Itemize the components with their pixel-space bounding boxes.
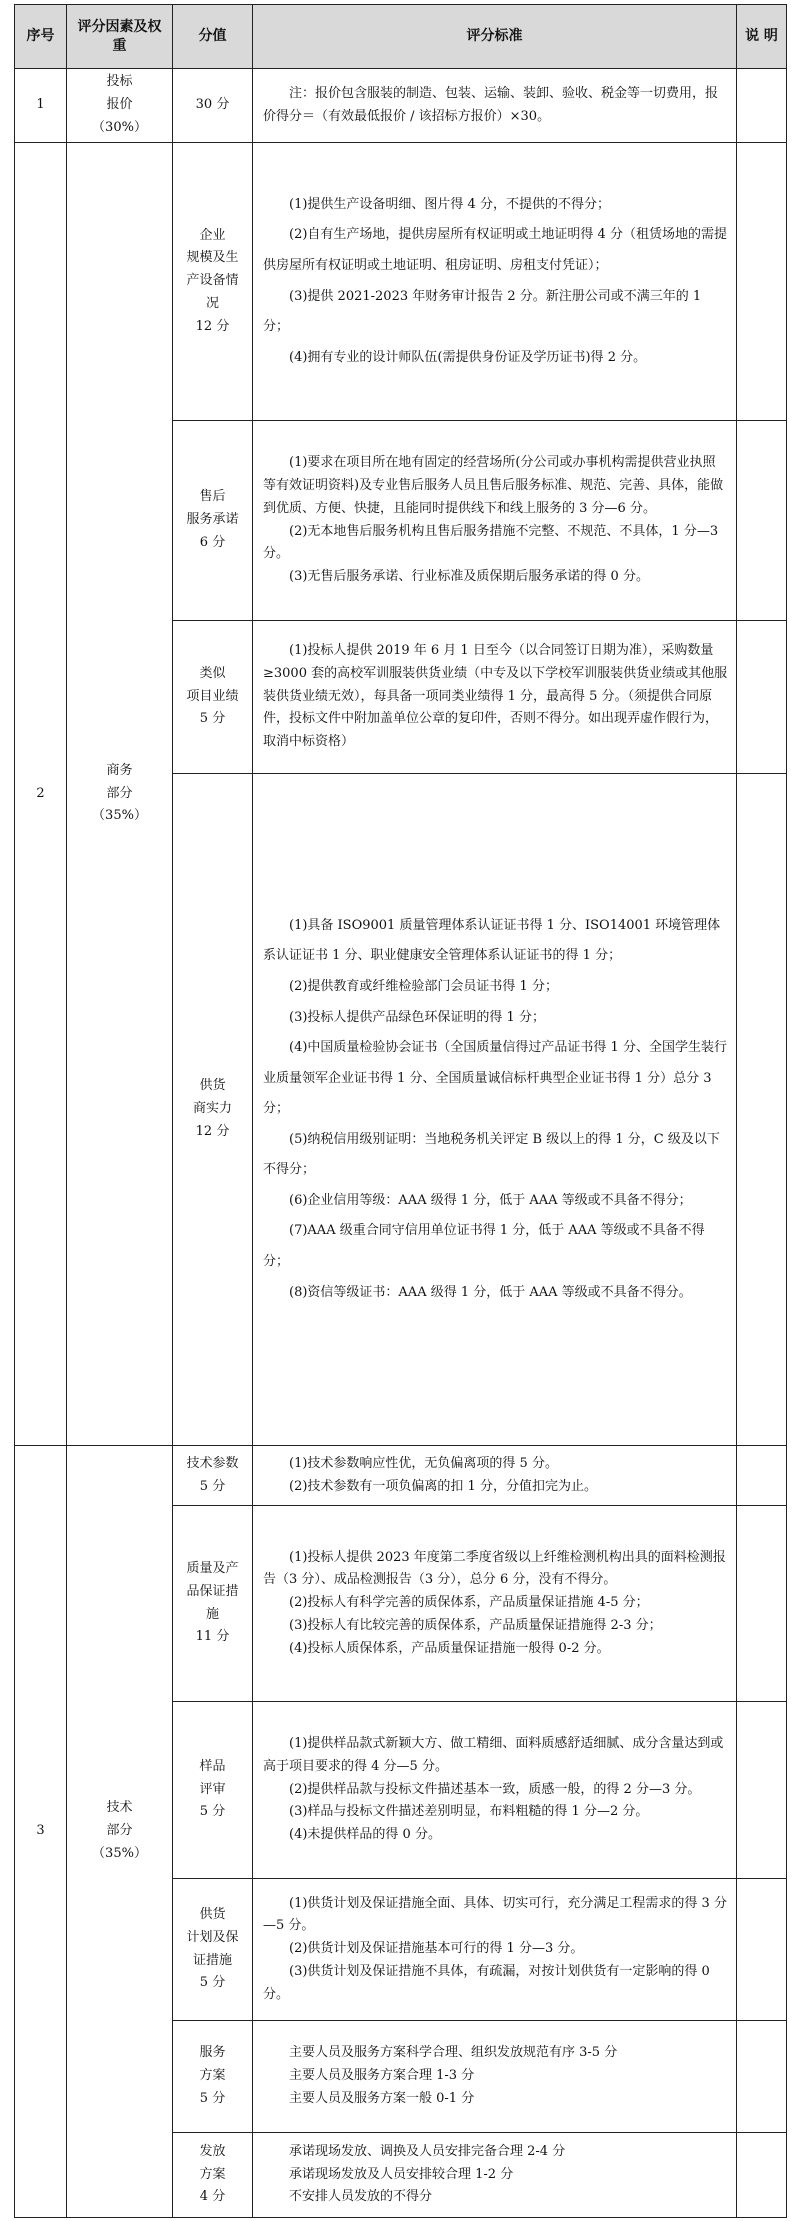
section2-seq: 2 — [15, 143, 67, 1446]
standard-line: (1)提供生产设备明细、图片得 4 分，不提供的不得分； — [289, 196, 610, 212]
item-score-line: 计划及保 — [186, 1929, 239, 1945]
item-score-line: 方案 — [199, 2068, 226, 2084]
item-standard — [253, 2133, 737, 2218]
section2-factor-line: 部分 — [106, 785, 133, 801]
item-score-line: 12 分 — [195, 1123, 230, 1139]
row1-standard — [253, 69, 737, 143]
standard-line: 主要人员及服务方案科学合理、组织发放规范有序 3-5 分 — [289, 2045, 618, 2061]
standard-line: (3)样品与投标文件描述差别明显，布料粗糙的得 1 分—2 分。 — [289, 1804, 649, 1820]
standard-line: (2)投标人有科学完善的质保体系，产品质量保证措施 4-5 分； — [289, 1595, 649, 1611]
item-score — [173, 143, 253, 421]
standard-line: (8)资信等级证书：AAA 级得 1 分，低于 AAA 等级或不具备不得分。 — [289, 1284, 692, 1300]
section2-factor-line: 商务 — [106, 762, 133, 778]
table-header-row — [15, 5, 787, 69]
standard-line: (3)提供 2021-2023 年财务审计报告 2 分。新注册公司或不满三年的 1 分； — [263, 288, 702, 335]
standard-line: (3)无售后服务承诺、行业标准及质保期后服务承诺的得 0 分。 — [289, 569, 649, 584]
header-factor: 评分因素及权重 — [67, 5, 173, 69]
item-score-line: 供货 — [199, 1078, 226, 1094]
standard-line: (4)投标人质保体系，产品质量保证措施一般得 0-2 分。 — [289, 1640, 610, 1656]
item-score-line: 5 分 — [199, 1804, 226, 1820]
item-note — [737, 421, 787, 621]
item-score-line: 证措施 — [192, 1952, 232, 1968]
item-score — [173, 421, 253, 621]
item-score-line: 5 分 — [199, 711, 226, 727]
item-score-line: 发放 — [199, 2143, 226, 2159]
section3-factor — [67, 1446, 173, 2218]
item-score-line: 6 分 — [199, 534, 226, 550]
item-score-line: 5 分 — [199, 1478, 226, 1494]
standard-line: (3)供货计划及保证措施不具体，有疏漏，对按计划供货有一定影响的得 0 分。 — [263, 1963, 710, 2002]
row1-seq: 1 — [15, 69, 67, 143]
section3-seq: 3 — [15, 1446, 67, 2218]
item-standard — [253, 1506, 737, 1702]
item-score-line: 规模及生 — [186, 250, 239, 266]
standard-line: (4)未提供样品的得 0 分。 — [289, 1827, 441, 1843]
standard-line: 不安排人员发放的不得分 — [289, 2189, 433, 2205]
item-score — [173, 1879, 253, 2021]
item-score-line: 类似 — [199, 665, 226, 681]
item-score — [173, 2133, 253, 2218]
item-score — [173, 774, 253, 1446]
standard-line: (2)无本地售后服务机构且售后服务措施不完整、不规范、不具体，1 分—3 分。 — [263, 523, 719, 562]
item-score-line: 12 分 — [195, 318, 230, 334]
section3-factor-line: 技术 — [106, 1800, 133, 1816]
header-note: 说 明 — [737, 5, 787, 69]
item-note — [737, 2133, 787, 2218]
row1-factor-line: 投标 — [106, 74, 133, 90]
item-standard — [253, 1879, 737, 2021]
standard-line: 主要人员及服务方案合理 1-3 分 — [289, 2068, 475, 2084]
item-note — [737, 621, 787, 774]
item-score-line: 5 分 — [199, 1975, 226, 1991]
item-score-line: 企业 — [199, 227, 226, 243]
standard-line: (2)提供教育或纤维检验部门会员证书得 1 分； — [289, 979, 558, 995]
standard-line: (1)供货计划及保证措施全面、具体、切实可行，充分满足工程需求的得 3 分—5 分。 — [263, 1895, 727, 1934]
item-score-line: 项目业绩 — [186, 688, 239, 704]
row1-factor-line: （30%） — [92, 119, 147, 135]
item-score-line: 4 分 — [199, 2189, 226, 2205]
item-score-line: 服务 — [199, 2045, 226, 2061]
header-score: 分值 — [173, 5, 253, 69]
standard-line: (4)拥有专业的设计师队伍(需提供身份证及学历证书)得 2 分。 — [289, 349, 647, 365]
item-score-line: 样品 — [199, 1758, 226, 1774]
standard-line: (7)AAA 级重合同守信用单位证书得 1 分，低于 AAA 等级或不具备不得分； — [263, 1223, 705, 1269]
header-standard: 评分标准 — [253, 5, 737, 69]
row1-note — [737, 69, 787, 143]
section2-factor — [67, 143, 173, 1446]
item-note — [737, 1446, 787, 1506]
standard-line: (1)投标人提供 2023 年度第二季度省级以上纤维检测机构出具的面料检测报告（3 分）、成品检测报告（3 分），总分 6 分，没有不得分。 — [263, 1549, 726, 1588]
item-score-line: 评审 — [199, 1781, 226, 1797]
item-score-line: 5 分 — [199, 2090, 226, 2106]
item-score — [173, 1506, 253, 1702]
standard-line: (1)具备 ISO9001 质量管理体系认证证书得 1 分、ISO14001 环境管理体系认证证书 1 分、职业健康安全管理体系认证证书的得 1 分； — [263, 917, 721, 964]
table-row — [15, 1446, 787, 1506]
item-standard — [253, 2021, 737, 2133]
table-row — [15, 69, 787, 143]
item-score-line: 技术参数 — [186, 1455, 239, 1471]
item-note — [737, 143, 787, 421]
item-score — [173, 621, 253, 774]
item-standard — [253, 774, 737, 1446]
item-standard — [253, 421, 737, 621]
standard-line: (2)自有生产场地，提供房屋所有权证明或土地证明得 4 分（租赁场地的需提供房屋所有权证明或土地证明、租房证明、房租支付凭证）； — [263, 227, 727, 273]
item-score-line: 施 — [205, 1606, 219, 1622]
standard-line: (2)提供样品款与投标文件描述基本一致，质感一般，的得 2 分—3 分。 — [289, 1781, 701, 1797]
item-score-line: 方案 — [199, 2166, 226, 2182]
item-score-line: 供货 — [199, 1907, 226, 1922]
item-score — [173, 1446, 253, 1506]
standard-line: (2)供货计划及保证措施基本可行的得 1 分—3 分。 — [289, 1941, 584, 1957]
item-score-line: 11 分 — [195, 1629, 230, 1645]
item-score — [173, 2021, 253, 2133]
item-standard — [253, 1702, 737, 1879]
item-standard — [253, 621, 737, 774]
row1-factor — [67, 69, 173, 143]
item-score — [173, 1702, 253, 1879]
section3-factor-line: （35%） — [92, 1845, 147, 1861]
standard-line: 注：报价包含服装的制造、包装、运输、装卸、验收、税金等一切费用，报价得分＝（有效最低报价 / 该招标方报价）×30。 — [263, 85, 719, 124]
item-score-line: 售后 — [199, 489, 226, 505]
standard-line: (1)技术参数响应性优，无负偏离项的得 5 分。 — [289, 1455, 558, 1471]
section3-factor-line: 部分 — [106, 1823, 133, 1839]
item-note — [737, 1506, 787, 1702]
standard-line: (2)技术参数有一项负偏离的扣 1 分，分值扣完为止。 — [289, 1478, 597, 1494]
standard-line: (4)中国质量检验协会证书（全国质量信得过产品证书得 1 分、全国学生装行业质量领军企业证书得 1 分、全国质量诚信标杆典型企业证书得 1 分）总分 3 分； — [263, 1040, 727, 1117]
standard-line: (1)投标人提供 2019 年 6 月 1 日至今（以合同签订日期为准），采购数量≥3000 套的高校军训服装供货业绩（中专及以下学校军训服装供货业绩或其他服装供货业绩无效），每具备一项同类业绩得 1 分，最高得 5 分。（须提供合同原件，投标文件中附加盖单位公章的复印件，否则不得分。如出现弄虚作假行为，取消中标资格） — [263, 643, 728, 750]
section2-factor-line: （35%） — [92, 808, 147, 824]
item-score-line: 产设备情 — [186, 273, 239, 289]
header-seq: 序号 — [15, 5, 67, 69]
item-score-line: 品保证措 — [186, 1583, 239, 1599]
item-score-line: 质量及产 — [186, 1561, 239, 1576]
standard-line: (1)要求在项目所在地有固定的经营场所(分公司或办事机构需提供营业执照等有效证明资料)及专业售后服务人员且售后服务标准、规范、完善、具体，能做到优质、方便、快捷，且能同时提供线下和线上服务的 3 分—6 分。 — [263, 455, 724, 516]
item-standard — [253, 143, 737, 421]
row1-score: 30 分 — [173, 69, 253, 143]
standard-line: (3)投标人有比较完善的质保体系，产品质量保证措施得 2-3 分； — [289, 1617, 662, 1633]
item-note — [737, 2021, 787, 2133]
item-score-line: 商实力 — [192, 1101, 232, 1117]
standard-line: (5)纳税信用级别证明：当地税务机关评定 B 级以上的得 1 分，C 级及以下不得分； — [263, 1131, 720, 1178]
standard-line: (3)投标人提供产品绿色环保证明的得 1 分； — [289, 1009, 545, 1025]
item-note — [737, 1879, 787, 2021]
scoring-table-page — [14, 4, 786, 2217]
item-note — [737, 774, 787, 1446]
standard-line: 主要人员及服务方案一般 0-1 分 — [289, 2090, 475, 2106]
scoring-table — [14, 4, 787, 2218]
standard-line: 承诺现场发放、调换及人员安排完备合理 2-4 分 — [289, 2143, 566, 2159]
standard-line: 承诺现场发放及人员安排较合理 1-2 分 — [289, 2166, 514, 2182]
standard-line: (1)提供样品款式新颖大方、做工精细、面料质感舒适细腻、成分含量达到或高于项目要求的得 4 分—5 分。 — [263, 1736, 724, 1774]
row1-factor-line: 报价 — [106, 97, 133, 113]
item-note — [737, 1702, 787, 1879]
standard-line: (6)企业信用等级：AAA 级得 1 分，低于 AAA 等级或不具备不得分； — [289, 1192, 692, 1208]
item-score-line: 况 — [205, 295, 219, 311]
table-row — [15, 143, 787, 421]
item-standard — [253, 1446, 737, 1506]
item-score-line: 服务承诺 — [186, 512, 239, 528]
